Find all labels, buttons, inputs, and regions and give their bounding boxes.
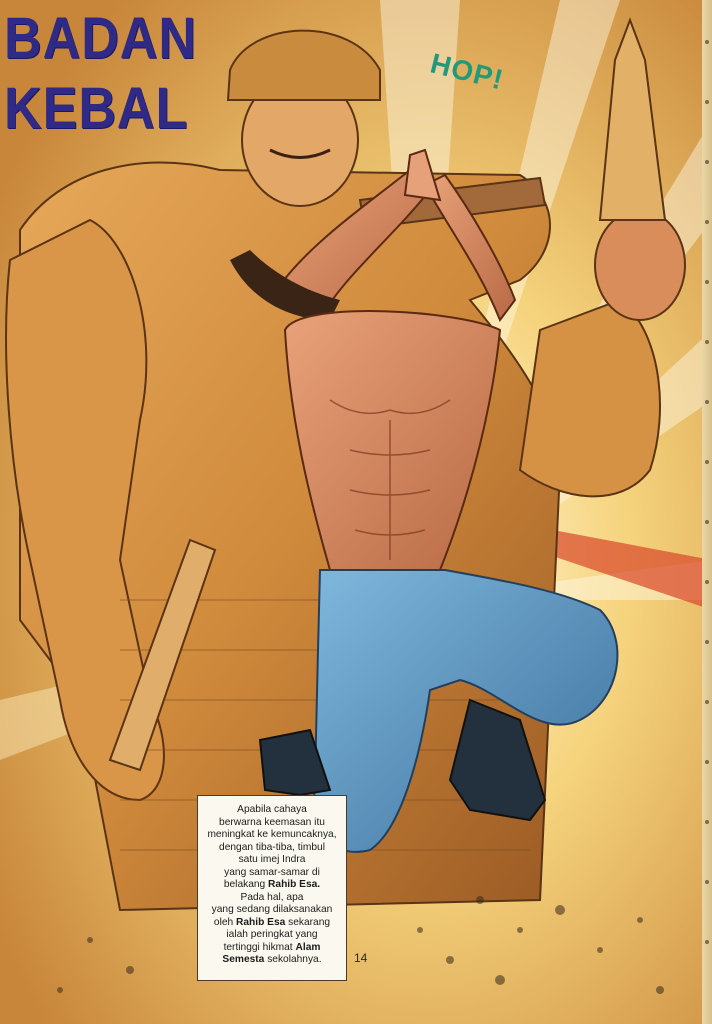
caption-line: Apabila cahaya — [237, 804, 307, 815]
caption-line: yang samar-samar di — [224, 866, 320, 878]
caption-line: oleh — [213, 916, 234, 928]
caption-term: Semesta — [222, 954, 265, 965]
caption-name: Rahib Esa. — [268, 879, 321, 890]
caption-line: belakang — [223, 879, 266, 890]
caption-term: Alam — [295, 941, 321, 953]
caption-line: yang sedang dilaksanakan — [211, 904, 333, 915]
caption-line: dengan tiba-tiba, timbul — [219, 841, 325, 853]
caption-name: Rahib Esa — [236, 916, 286, 928]
page-binding-edge — [702, 0, 712, 1024]
caption-line: Pada hal, apa — [240, 891, 304, 903]
sound-effect: HOP! — [427, 47, 507, 96]
caption-line: tertinggi hikmat — [223, 941, 293, 953]
title-line-2: KEBAL — [4, 76, 189, 141]
title-line-1: BADAN — [4, 6, 197, 71]
caption-line: satu imej Indra — [238, 854, 306, 865]
caption-line: ialah peringkat yang — [226, 929, 318, 940]
caption-line: berwarna keemasan itu — [219, 816, 325, 828]
caption-line: sekarang — [288, 916, 331, 928]
caption-line: meningkat ke kemuncaknya, — [207, 829, 337, 840]
caption-box — [197, 795, 347, 981]
page-number: 14 — [354, 951, 368, 965]
caption-line: sekolahnya. — [267, 954, 322, 965]
title — [4, 4, 197, 144]
